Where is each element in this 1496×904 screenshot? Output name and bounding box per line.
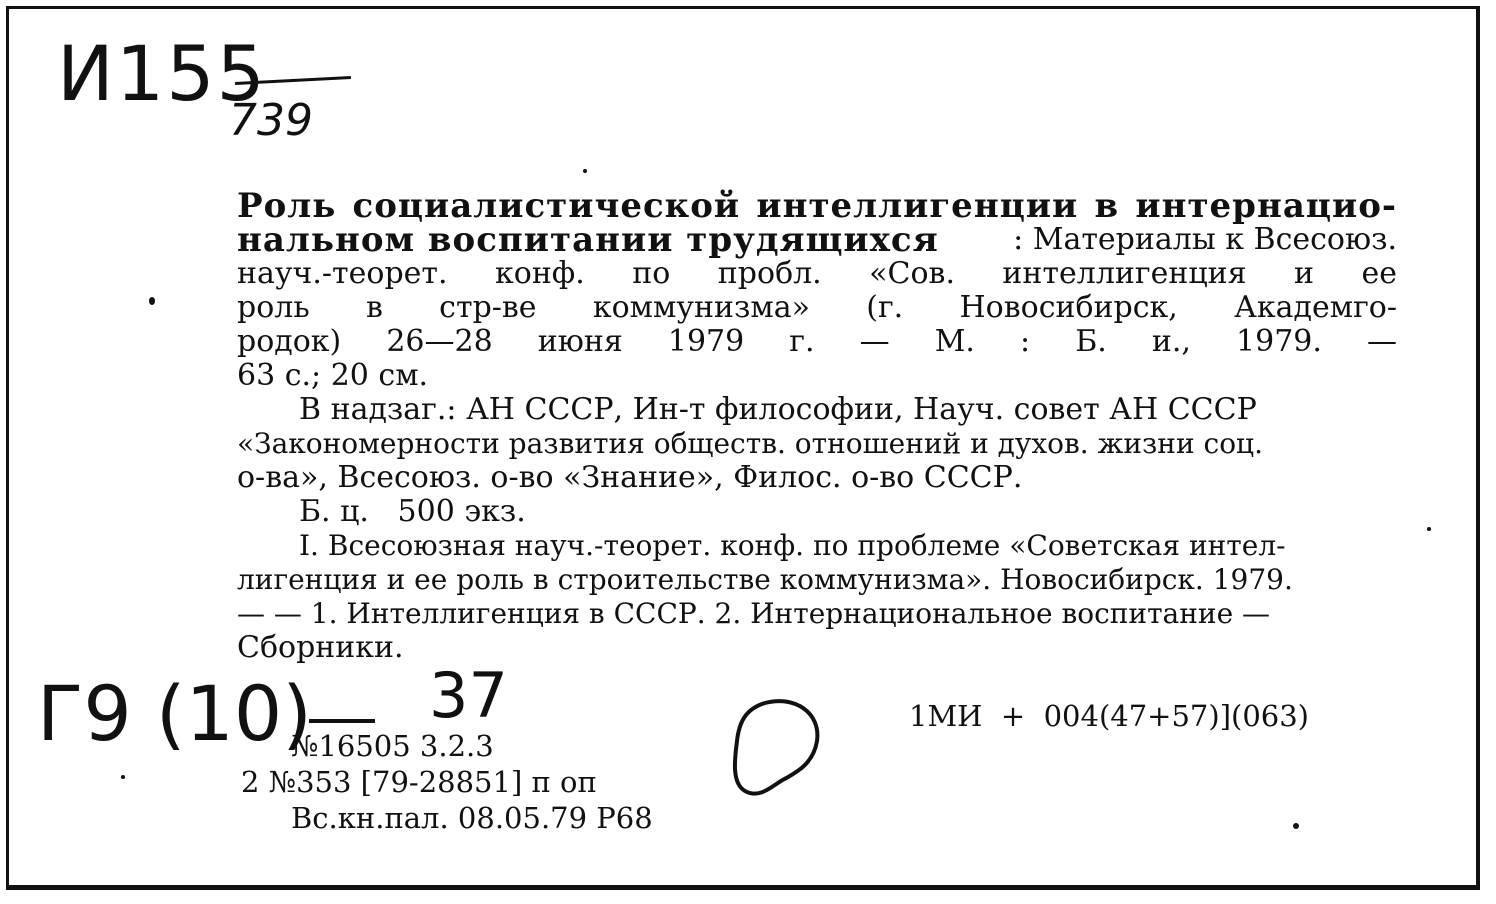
note-line-2: «Закономерности развития обществ. отношений и духов. жизни соц.	[237, 427, 1263, 460]
subject-line-1: I. Всесоюзная науч.-теорет. конф. по проблеме «Советская интел-	[299, 529, 1286, 562]
handwritten-shelf-mark: Г9 (10)	[37, 669, 312, 758]
bibliographic-description	[237, 186, 1397, 665]
speck	[149, 297, 155, 305]
handwritten-number: 37	[429, 659, 508, 732]
catalog-card	[6, 6, 1480, 890]
title-line-2	[237, 220, 1397, 260]
price-line: Б. ц. 500 экз.	[299, 494, 526, 529]
handwritten-code: И155	[57, 29, 267, 118]
note-line-3: о-ва», Всесоюз. о-во «Знание», Филос. о-во СССР.	[237, 460, 1023, 495]
description-line-3: науч.-теорет. конф. по пробл. «Сов. интеллигенция и ее	[237, 256, 1397, 291]
speck	[1293, 823, 1299, 829]
title-line-2-rest: : Материалы к Всесоюз.	[1013, 222, 1397, 257]
handwritten-code-sub: 739	[229, 95, 313, 146]
subject-line-3: — — 1. Интеллигенция в СССР. 2. Интернациональное воспитание —	[237, 597, 1271, 630]
udc-index: 1МИ + 004(47+57)](063)	[909, 699, 1309, 733]
hole-oval-icon	[725, 695, 825, 799]
title-line-1: Роль социалистической интеллигенции в интернацио-	[237, 186, 1397, 226]
subject-line-2: лигенция и ее роль в строительстве коммунизма». Новосибирск. 1979.	[237, 563, 1293, 596]
speck	[121, 775, 125, 779]
title-line-2-bold: нальном воспитании трудящихся	[237, 220, 939, 260]
order-line: 2 №353 [79-28851] п оп	[241, 765, 597, 799]
chamber-line: Вс.кн.пал. 08.05.79 Р68	[291, 801, 653, 835]
note-line-1: В надзаг.: АН СССР, Ин-т философии, Науч. совет АН СССР	[299, 392, 1257, 427]
description-line-5: родок) 26—28 июня 1979 г. — М. : Б. и., 1979. —	[237, 324, 1397, 359]
number-line: №16505 3.2.3	[291, 729, 494, 763]
description-line-4: роль в стр-ве коммунизма» (г. Новосибирск, Академго-	[237, 290, 1397, 325]
speck	[583, 169, 587, 173]
speck	[1427, 527, 1431, 531]
description-line-6: 63 с.; 20 см.	[237, 358, 429, 393]
subject-line-4: Сборники.	[237, 630, 404, 665]
handwritten-dash	[309, 719, 375, 723]
